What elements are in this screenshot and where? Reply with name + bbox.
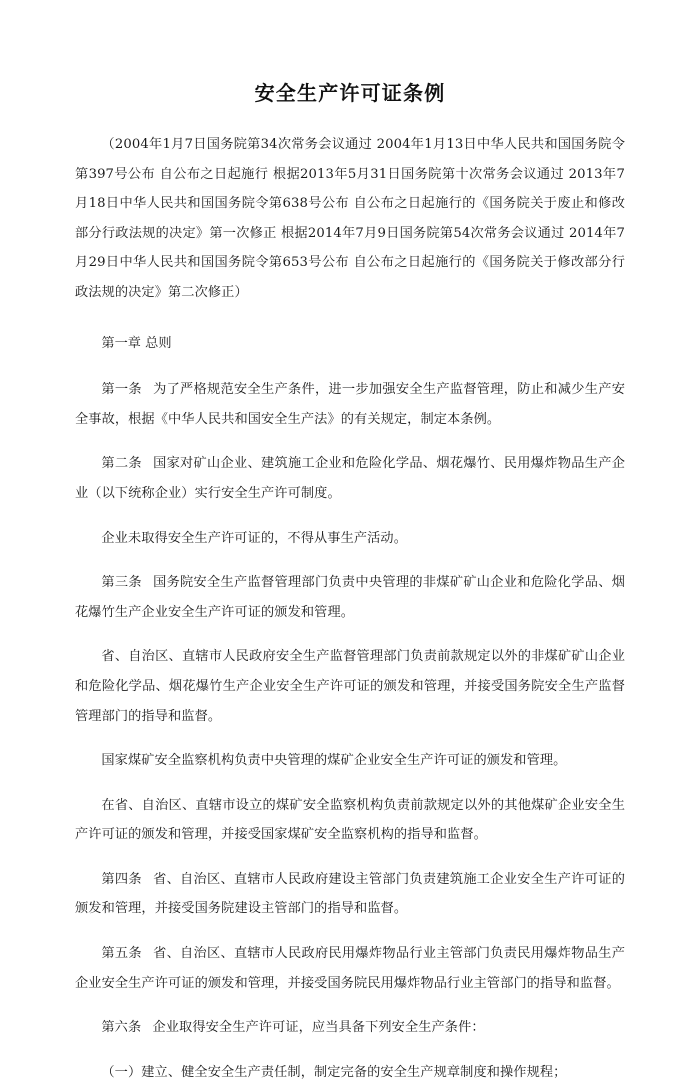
article-text: （一）建立、健全安全生产责任制，制定完备的安全生产规章制度和操作规程； — [101, 1064, 567, 1080]
article-subparagraph — [75, 627, 625, 731]
article-text: 省、自治区、直辖市人民政府安全生产监督管理部门负责前款规定以外的非煤矿矿山企业和危险化学品、烟花爆竹生产企业安全生产许可证的颁发和管理，并接受国务院安全生产监督管理部门的指导和监督。 — [75, 649, 625, 724]
article-label: 第四条 — [101, 871, 142, 887]
article-text: 企业取得安全生产许可证，应当具备下列安全生产条件： — [152, 1020, 485, 1036]
article-text: 国家煤矿安全监察机构负责中央管理的煤矿企业安全生产许可证的颁发和管理。 — [101, 753, 567, 769]
article-label: 第五条 — [101, 946, 142, 962]
preamble-paragraph: （2004年1月7日国务院第34次常务会议通过 2004年1月13日中华人民共和国国务院令第397号公布 自公布之日起施行 根据2013年5月31日国务院第十次常务会议通过 2013年7月18日中华人民共和国国务院令第638号公布 自公布之日起施行的《国务院关于废止和修改部分行政法规的决定》第一次修正 根据2014年7月9日国务院第54次常务会议通过 2014年7月29日中华人民共和国国务院令第653号公布 自公布之日起施行的《国务院关于修改部分行政法规的决定》第二次修正） — [75, 137, 625, 300]
article-paragraph — [75, 553, 625, 627]
document-body — [75, 0, 625, 1087]
article-label: 第二条 — [101, 456, 142, 472]
article-subparagraph — [75, 509, 625, 554]
article-label: 第六条 — [101, 1020, 142, 1036]
article-list — [75, 358, 625, 1087]
article-label: 第一条 — [101, 382, 142, 398]
article-text: 企业未取得安全生产许可证的，不得从事生产活动。 — [101, 530, 408, 546]
article-text: 国务院安全生产监督管理部门负责中央管理的非煤矿矿山企业和危险化学品、烟花爆竹生产企业安全生产许可证的颁发和管理。 — [75, 575, 625, 620]
article-subparagraph — [75, 731, 625, 776]
article-paragraph — [75, 998, 625, 1043]
chapter-heading: 第一章 总则 — [101, 335, 172, 351]
article-subparagraph — [75, 1043, 625, 1087]
page-title: 安全生产许可证条例 — [254, 81, 446, 105]
article-text: 为了严格规范安全生产条件，进一步加强安全生产监督管理，防止和减少生产安全事故，根据《中华人民共和国安全生产法》的有关规定，制定本条例。 — [75, 382, 625, 427]
article-subparagraph — [75, 776, 625, 850]
article-label: 第三条 — [101, 575, 142, 591]
article-paragraph — [75, 850, 625, 924]
article-paragraph — [75, 924, 625, 998]
article-text: 在省、自治区、直辖市设立的煤矿安全监察机构负责前款规定以外的其他煤矿企业安全生产许可证的颁发和管理，并接受国家煤矿安全监察机构的指导和监督。 — [75, 797, 625, 843]
article-text: 省、自治区、直辖市人民政府建设主管部门负责建筑施工企业安全生产许可证的颁发和管理，并接受国务院建设主管部门的指导和监督。 — [75, 871, 625, 917]
article-text: 国家对矿山企业、建筑施工企业和危险化学品、烟花爆竹、民用爆炸物品生产企业（以下统称企业）实行安全生产许可制度。 — [75, 456, 625, 501]
article-text: 省、自治区、直辖市人民政府民用爆炸物品行业主管部门负责民用爆炸物品生产企业安全生产许可证的颁发和管理，并接受国务院民用爆炸物品行业主管部门的指导和监督。 — [75, 946, 625, 991]
article-paragraph — [75, 434, 625, 508]
article-paragraph — [75, 358, 625, 434]
